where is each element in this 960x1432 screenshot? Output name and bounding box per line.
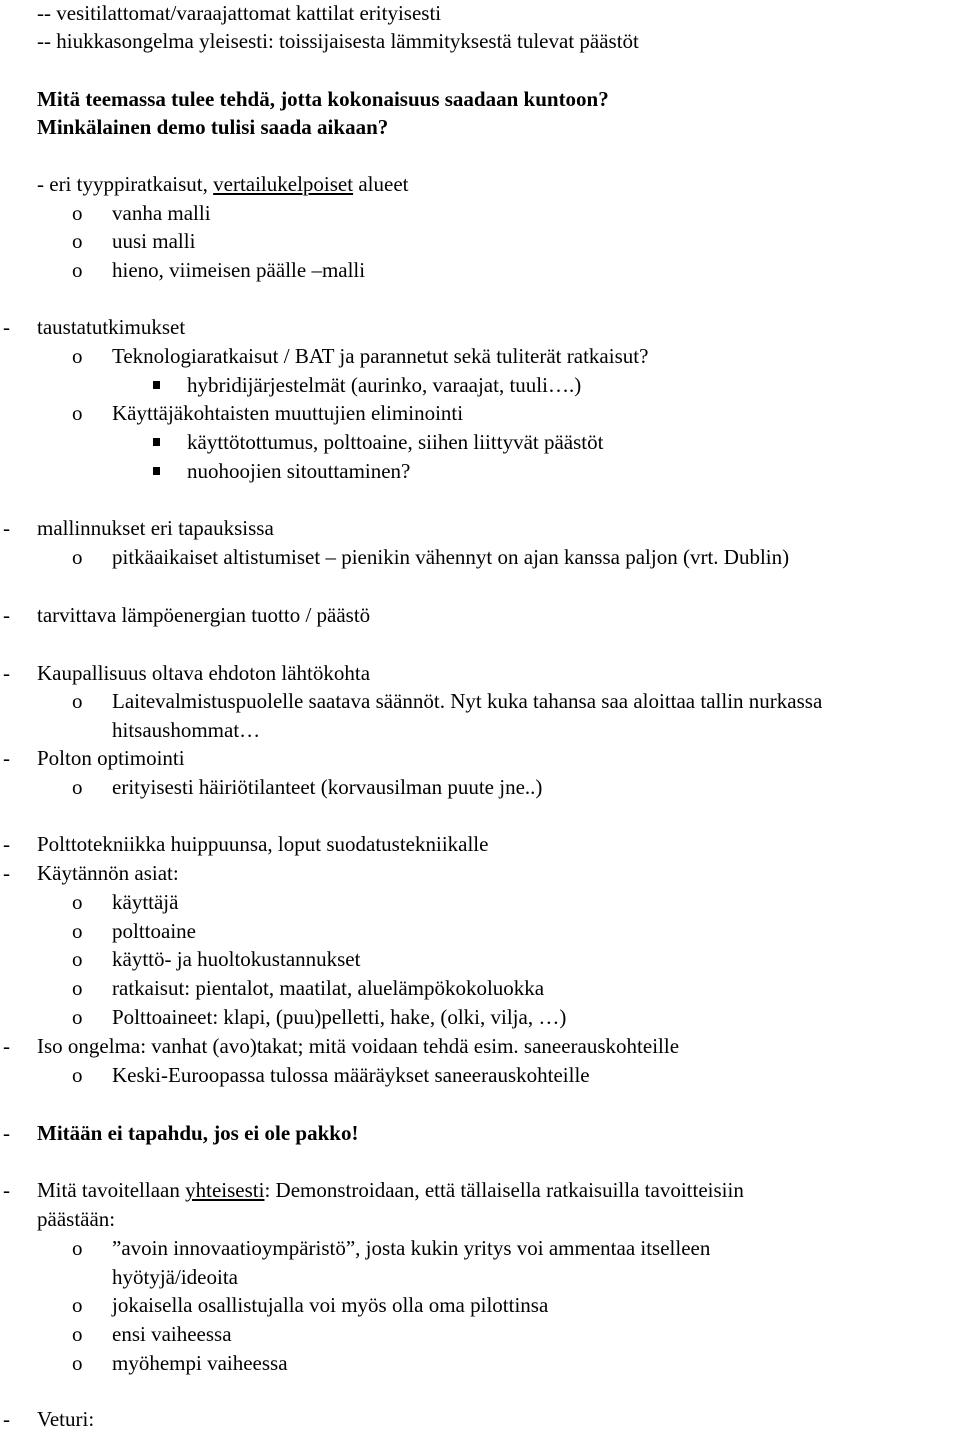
list-item-text: polttoaine (112, 919, 196, 943)
text-segment: alueet (353, 172, 409, 196)
text-segment: Mitä tavoitellaan (37, 1178, 186, 1202)
list-item-text: Kaupallisuus oltava ehdoton lähtökohta (37, 661, 371, 685)
dash-bullet: - (3, 1178, 10, 1202)
circle-bullet: o (72, 401, 83, 425)
list-item-text: ratkaisut: pientalot, maatilat, aluelämpökokoluokka (112, 976, 545, 1000)
dash-bullet: - (3, 516, 10, 540)
circle-bullet: o (72, 344, 83, 368)
dash-bullet: - (3, 1034, 10, 1058)
list-item-text: käyttäjä (112, 890, 179, 914)
list-item-text: pitkäaikaiset altistumiset – pienikin vähennyt on ajan kanssa paljon (vrt. Dublin) (112, 545, 790, 569)
list-item-text: Laitevalmistuspuolelle saatava säännöt. Nyt kuka tahansa saa aloittaa tallin nurkassa (112, 689, 823, 713)
circle-bullet: o (72, 919, 83, 943)
circle-bullet: o (72, 258, 83, 282)
heading-line: Mitä teemassa tulee tehdä, jotta kokonaisuus saadaan kuntoon? (37, 87, 609, 111)
circle-bullet: o (72, 229, 83, 253)
dash-bullet: - (3, 661, 10, 685)
emphasis-text: Mitään ei tapahdu, jos ei ole pakko! (37, 1121, 359, 1145)
circle-bullet: o (72, 1322, 83, 1346)
list-item-text: erityisesti häiriötilanteet (korvausilman puute jne..) (112, 775, 543, 799)
list-item-text: ”avoin innovaatioympäristö”, josta kukin yritys voi ammentaa itselleen (112, 1236, 711, 1260)
list-item-text: taustatutkimukset (37, 315, 186, 339)
circle-bullet: o (72, 1293, 83, 1317)
text-line: -- vesitilattomat/varaajattomat kattilat erityisesti (37, 1, 442, 25)
list-item-text: Polttotekniikka huippuunsa, loput suodatustekniikalle (37, 832, 489, 856)
dash-bullet: - (3, 861, 10, 885)
dash-bullet: - (3, 832, 10, 856)
list-item-text: hybridijärjestelmät (aurinko, varaajat, tuuli….) (187, 373, 582, 397)
list-item-text: nuohoojien sitouttaminen? (187, 459, 411, 483)
list-item-text: Käyttäjäkohtaisten muuttujien eliminointi (112, 401, 464, 425)
circle-bullet: o (72, 890, 83, 914)
circle-bullet: o (72, 976, 83, 1000)
list-item-text: vanha malli (112, 201, 211, 225)
circle-bullet: o (72, 201, 83, 225)
square-bullet (153, 438, 160, 446)
heading-line: Minkälainen demo tulisi saada aikaan? (37, 115, 389, 139)
list-item-text: käyttötottumus, polttoaine, siihen liittyvät päästöt (187, 430, 604, 454)
list-item-text: mallinnukset eri tapauksissa (37, 516, 274, 540)
list-item-text: uusi malli (112, 229, 196, 253)
list-item-text: myöhempi vaiheessa (112, 1351, 288, 1375)
dash-bullet: - (3, 1121, 10, 1145)
list-item-text: ensi vaiheessa (112, 1322, 232, 1346)
dash-bullet: - (3, 1407, 10, 1431)
list-item-text: Käytännön asiat: (37, 861, 179, 885)
underlined-text: vertailukelpoiset (213, 172, 354, 196)
list-item-text: Keski-Euroopassa tulossa määräykset saneerauskohteille (112, 1063, 590, 1087)
square-bullet (153, 467, 160, 475)
dash-bullet: - (3, 746, 10, 770)
list-item-continuation: hyötyjä/ideoita (112, 1265, 238, 1289)
dash-bullet: - (3, 315, 10, 339)
text-segment: : Demonstroidaan, että tällaisella ratkaisuilla tavoitteisiin (264, 1178, 744, 1202)
list-item-text: käyttö- ja huoltokustannukset (112, 947, 361, 971)
list-item-text: Polttoaineet: klapi, (puu)pelletti, hake, (olki, vilja, …) (112, 1005, 567, 1029)
list-item-continuation: hitsaushommat… (112, 718, 261, 742)
list-item-text: jokaisella osallistujalla voi myös olla oma pilottinsa (112, 1293, 549, 1317)
text-line (37, 171, 408, 197)
circle-bullet: o (72, 947, 83, 971)
dash-bullet: - (3, 603, 10, 627)
list-item-text: Veturi: (37, 1407, 95, 1431)
underlined-text: yhteisesti (185, 1178, 265, 1202)
circle-bullet: o (72, 545, 83, 569)
list-item-text: Iso ongelma: vanhat (avo)takat; mitä voidaan tehdä esim. saneerauskohteille (37, 1034, 680, 1058)
circle-bullet: o (72, 1351, 83, 1375)
circle-bullet: o (72, 689, 83, 713)
text-line: -- hiukkasongelma yleisesti: toissijaisesta lämmityksestä tulevat päästöt (37, 29, 639, 53)
circle-bullet: o (72, 1236, 83, 1260)
circle-bullet: o (72, 1005, 83, 1029)
list-item-text: Polton optimointi (37, 746, 185, 770)
circle-bullet: o (72, 1063, 83, 1087)
list-item-continuation: päästään: (37, 1207, 116, 1231)
square-bullet (153, 381, 160, 389)
list-item-text: tarvittava lämpöenergian tuotto / päästö (37, 603, 371, 627)
circle-bullet: o (72, 775, 83, 799)
list-item-text: Teknologiaratkaisut / BAT ja parannetut sekä tuliterät ratkaisut? (112, 344, 649, 368)
list-item-text: hieno, viimeisen päälle –malli (112, 258, 366, 282)
text-segment: - eri tyyppiratkaisut, (37, 172, 214, 196)
